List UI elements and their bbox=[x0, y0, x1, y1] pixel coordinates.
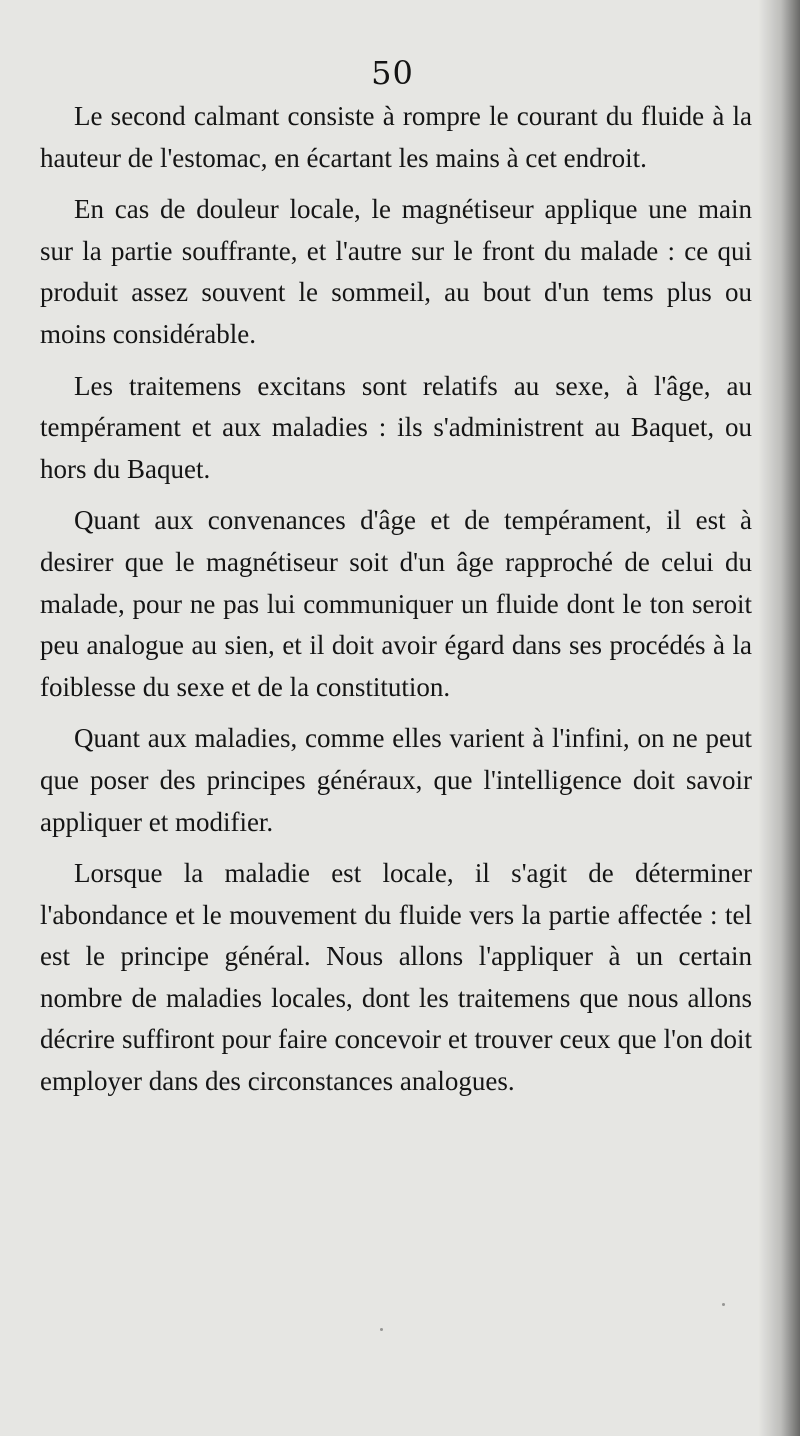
page-body-text bbox=[40, 96, 752, 1113]
paragraph-6: Lorsque la maladie est locale, il s'agit de déterminer l'abondance et le mouvement du fluide vers la partie affectée : tel est le principe général. Nous allons l'appliquer à un certain nombre de maladies locales, dont les traitemens que nous allons décrire suffiront pour faire concevoir et trouver ceux que l'on doit employer dans des circonstances analogues. bbox=[40, 858, 752, 1097]
paragraph-3: Les traitemens excitans sont relatifs au sexe, à l'âge, au tempérament et aux maladies : ils s'administrent au Baquet, ou hors du Baquet. bbox=[40, 370, 752, 484]
ink-speck bbox=[380, 1328, 383, 1331]
paragraph-1: Le second calmant consiste à rompre le courant du fluide à la hauteur de l'estomac, en écartant les mains à cet endroit. bbox=[40, 101, 752, 173]
paragraph-2: En cas de douleur locale, le magnétiseur applique une main sur la partie souffrante, et l'autre sur le front du malade : ce qui produit assez souvent le sommeil, au bout d'un tems plus ou moins considérable. bbox=[40, 194, 752, 349]
paragraph-4: Quant aux convenances d'âge et de tempérament, il est à desirer que le magnétiseur soit d'un âge rapproché de celui du malade, pour ne pas lui communiquer un fluide dont le ton seroit peu analogue au sien, et il doit avoir égard dans ses procédés à la foiblesse du sexe et de la constitution. bbox=[40, 505, 752, 702]
paragraph-5: Quant aux maladies, comme elles varient à l'infini, on ne peut que poser des principes généraux, que l'intelligence doit savoir appliquer et modifier. bbox=[40, 723, 752, 837]
page-number: 50 bbox=[371, 54, 414, 92]
page-edge-shadow bbox=[758, 0, 800, 1436]
ink-speck bbox=[722, 1303, 725, 1306]
